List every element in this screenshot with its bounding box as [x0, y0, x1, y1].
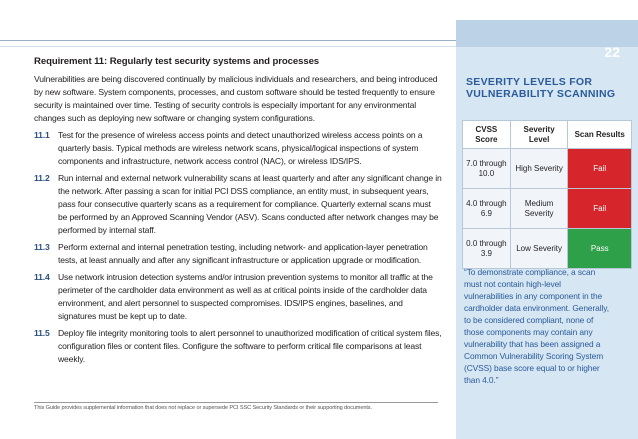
footnote-rule: [34, 402, 438, 403]
sidebar-quote: “To demonstrate compliance, a scan must not contain high-level vulnerabilities in any component in the cardholder data environment. Generally, to be considered compliant, none of those components may contain any vulnerability that has been assigned a Common Vulnerability Scoring System (CVSS) base score equal to or higher than 4.0.”: [464, 267, 609, 385]
requirement-title: Requirement 11: Regularly test security systems and processes: [34, 56, 320, 67]
item-number: 11.4: [34, 272, 50, 282]
severity-cell: High Severity: [510, 149, 568, 189]
table-row: [463, 149, 632, 189]
footnote: This Guide provides supplemental information that does not replace or supersede PCI SSC Security Standards or their supporting documents.: [34, 405, 372, 411]
item-number: 11.2: [34, 173, 50, 183]
scan-result-cell: Fail: [568, 149, 632, 189]
item-text: Use network intrusion detection systems and/or intrusion prevention systems to monitor all traffic at the perimeter of the cardholder data environment as well as at critical points inside of the cardholder data environment, and alert personnel to suspected compromises. IDS/IPS engines, baselines, and signatures must be kept up to date.: [58, 272, 433, 321]
sidebar-heading: SEVERITY LEVELS FOR VULNERABILITY SCANNING: [466, 76, 616, 100]
sidebar-panel: [456, 0, 638, 439]
scan-result-cell: Fail: [568, 189, 632, 229]
requirement-item: [34, 129, 442, 168]
item-text: Deploy file integrity monitoring tools to alert personnel to unauthorized modification of critical system files, configuration files or content files. Configure the software to perform critical file comparisons at least weekly.: [58, 328, 442, 364]
table-row: [463, 189, 632, 229]
header-rule: [0, 40, 456, 41]
header-scan-results: Scan Results: [568, 121, 632, 149]
requirement-item: [34, 241, 442, 267]
main-content: [34, 55, 442, 370]
sidebar-top-shade: [456, 20, 638, 47]
cvss-score-cell: 4.0 through 6.9: [463, 189, 511, 229]
item-text: Run internal and external network vulnerability scans at least quarterly and after any significant change in the network. After passing a scan for initial PCI DSS compliance, an entity must, in subsequent years, pass four consecutive quarterly scans as a requirement for compliance. Quarterly external scans must be performed by an Approved Scanning Vendor (ASV). Scans conducted after network changes may be performed by internal staff.: [58, 173, 442, 235]
item-number: 11.3: [34, 242, 50, 252]
item-number: 11.1: [34, 130, 50, 140]
requirement-item: [34, 327, 442, 366]
table-row: [463, 229, 632, 269]
cvss-score-cell: 7.0 through 10.0: [463, 149, 511, 189]
requirement-item: [34, 271, 442, 323]
cvss-score-cell: 0.0 through 3.9: [463, 229, 511, 269]
table-header-row: [463, 121, 632, 149]
header-severity-level: Severity Level: [510, 121, 568, 149]
scan-result-cell: Pass: [568, 229, 632, 269]
header-cvss-score: CVSS Score: [463, 121, 511, 149]
severity-cell: Medium Severity: [510, 189, 568, 229]
header-rule-secondary: [0, 46, 456, 47]
severity-cell: Low Severity: [510, 229, 568, 269]
severity-table: [462, 120, 632, 269]
requirement-item: [34, 172, 442, 237]
requirement-intro: Vulnerabilities are being discovered continually by malicious individuals and researchers, and being introduced by new software. System components, processes, and custom software should be tested frequently to ensure security is maintained over time. Testing of security controls is especially important for any environmental changes such as deploying new software or changing system configurations.: [34, 74, 438, 123]
page-number: 22: [604, 44, 620, 60]
item-text: Test for the presence of wireless access points and detect unauthorized wireless access points on a quarterly basis. Typical methods are wireless network scans, physical/logical inspections of system components and infrastructure, network access control (NAC), or wireless IDS/IPS.: [58, 130, 423, 166]
item-text: Perform external and internal penetration testing, including network- and application-layer penetration tests, at least annually and after any significant infrastructure or application upgrade or modification.: [58, 242, 428, 265]
item-number: 11.5: [34, 328, 50, 338]
